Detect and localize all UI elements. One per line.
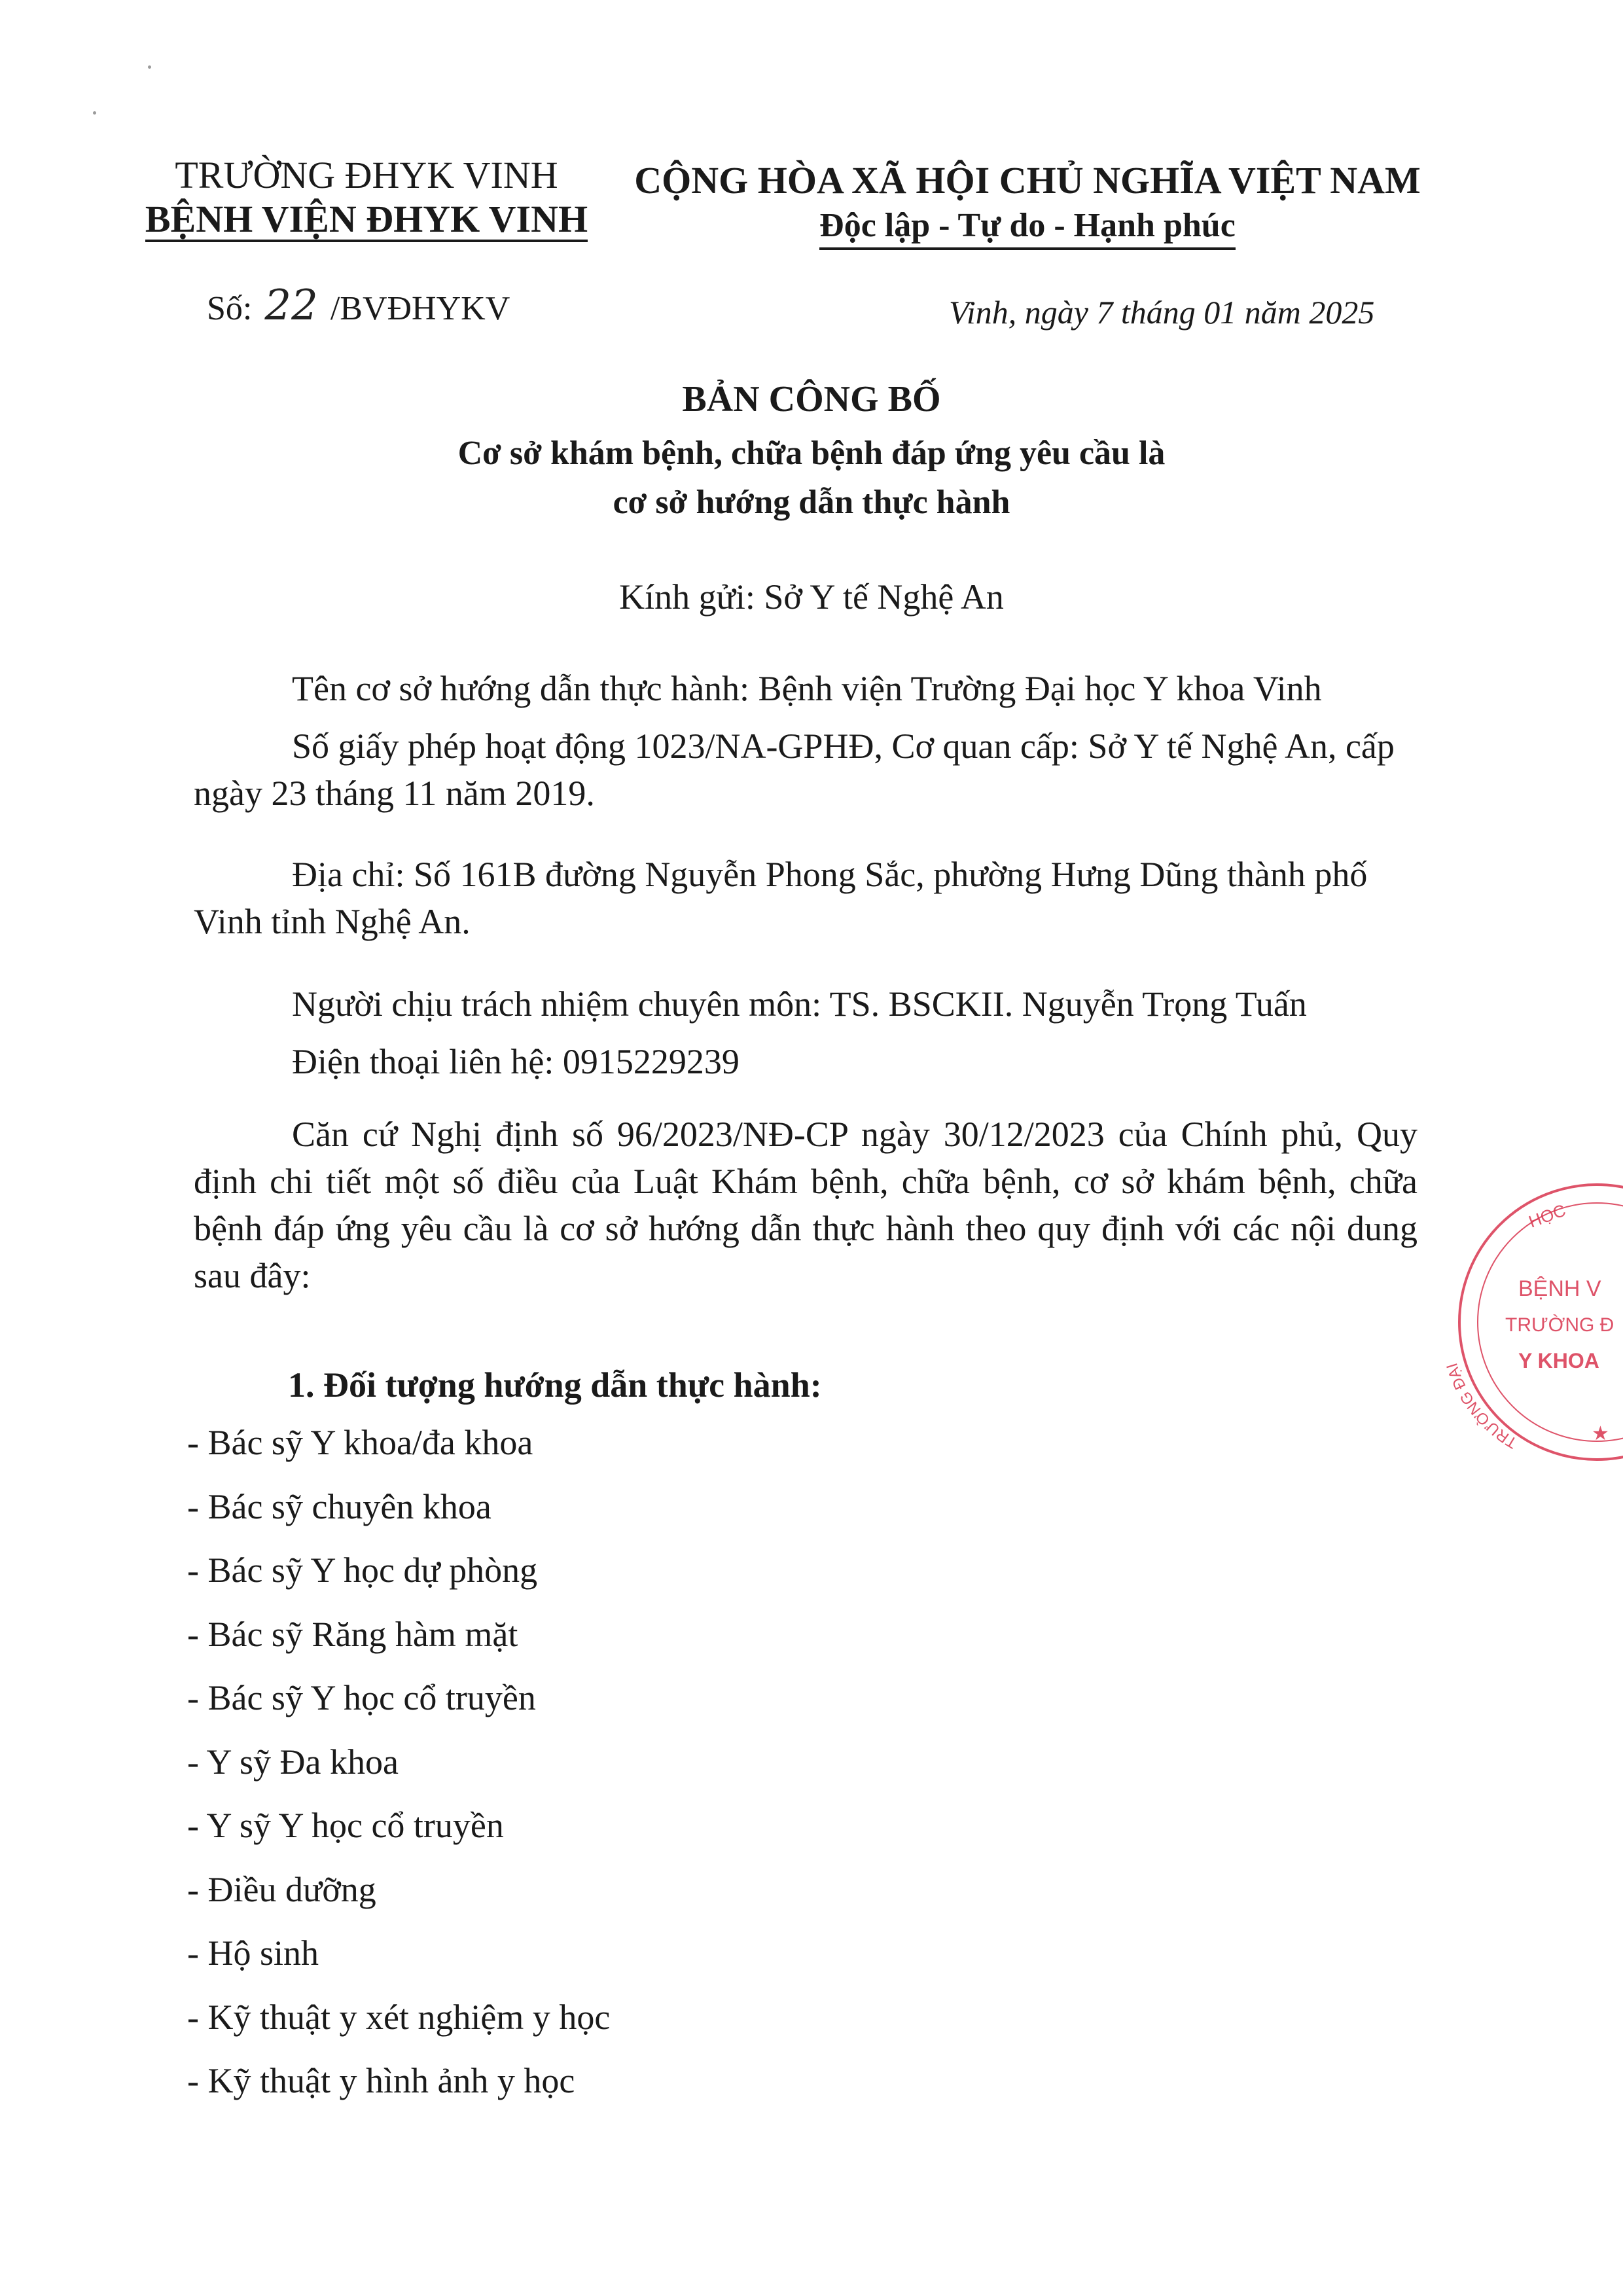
seal-text-top: HỌC bbox=[1525, 1200, 1569, 1232]
list-item: - Hộ sinh bbox=[187, 1933, 319, 1973]
national-title: CỘNG HÒA XÃ HỘI CHỦ NGHĨA VIỆT NAM bbox=[634, 159, 1421, 202]
list-item: - Bác sỹ Y khoa/đa khoa bbox=[187, 1423, 533, 1462]
recipient-line: Kính gửi: Sở Y tế Nghệ An bbox=[619, 577, 1004, 617]
document-number-suffix: /BVĐHYKV bbox=[330, 290, 510, 327]
list-item: - Bác sỹ chuyên khoa bbox=[187, 1486, 491, 1526]
national-header bbox=[602, 157, 1453, 250]
document-number bbox=[207, 283, 510, 332]
national-motto: Độc lập - Tự do - Hạnh phúc bbox=[819, 204, 1236, 250]
list-item: - Điều dưỡng bbox=[187, 1869, 376, 1909]
facility-name: Tên cơ sở hướng dẫn thực hành: Bệnh viện Trường Đại học Y khoa Vinh bbox=[292, 669, 1322, 708]
official-seal-graphic bbox=[1420, 1165, 1623, 1466]
list-item: - Y sỹ Đa khoa bbox=[187, 1742, 399, 1782]
list-item: - Bác sỹ Y học cổ truyền bbox=[187, 1678, 536, 1717]
scan-speck bbox=[148, 65, 151, 69]
document-number-handwritten: 22 bbox=[264, 281, 318, 330]
seal-text-arc bbox=[1443, 1361, 1520, 1452]
section-heading: 1. Đối tượng hướng dẫn thực hành: bbox=[288, 1365, 822, 1405]
list-item: - Bác sỹ Y học dự phòng bbox=[187, 1551, 538, 1590]
scan-speck bbox=[93, 111, 96, 115]
seal-text-arc-path: TRƯỜNG ĐẠI bbox=[1443, 1361, 1521, 1452]
seal-text-mid2: TRƯỜNG Đ bbox=[1505, 1314, 1614, 1336]
seal-star-icon: ★ bbox=[1592, 1423, 1609, 1444]
list-item: - Bác sỹ Răng hàm mặt bbox=[187, 1614, 518, 1654]
list-item: - Kỹ thuật y hình ảnh y học bbox=[187, 2061, 575, 2100]
official-seal bbox=[1420, 1165, 1623, 1466]
responsible-person: Người chịu trách nhiệm chuyên môn: TS. BSCKII. Nguyễn Trọng Tuấn bbox=[292, 984, 1307, 1024]
document-number-prefix: Số: bbox=[207, 290, 253, 327]
legal-basis: Căn cứ Nghị định số 96/2023/NĐ-CP ngày 30/12/2023 của Chính phủ, Quy định chi tiết một số điều của Luật Khám bệnh, chữa bệnh, cơ sở khám bệnh, chữa bệnh đáp ứng yêu cầu là cơ sở hướng dẫn thực hành theo quy định với các nội dung sau đây: bbox=[194, 1115, 1418, 1295]
seal-text-mid3: Y KHOA bbox=[1518, 1349, 1599, 1372]
issuer-university: TRƯỜNG ĐHYK VINH bbox=[175, 154, 558, 196]
trainee-list bbox=[187, 1419, 610, 2121]
list-item: - Kỹ thuật y xét nghiệm y học bbox=[187, 1997, 611, 2037]
facility-address: Địa chỉ: Số 161B đường Nguyễn Phong Sắc, phường Hưng Dũng thành phố Vinh tỉnh Nghệ An. bbox=[194, 855, 1368, 941]
document-title: BẢN CÔNG BỐ bbox=[682, 379, 941, 420]
issuer-header bbox=[131, 152, 602, 242]
contact-phone: Điện thoại liên hệ: 0915229239 bbox=[292, 1042, 740, 1081]
issuer-hospital: BỆNH VIỆN ĐHYK VINH bbox=[145, 199, 588, 242]
document-subtitle-line2: cơ sở hướng dẫn thực hành bbox=[613, 484, 1010, 521]
list-item: - Y sỹ Y học cổ truyền bbox=[187, 1806, 504, 1845]
document-subtitle-line1: Cơ sở khám bệnh, chữa bệnh đáp ứng yêu cầu là bbox=[457, 435, 1166, 472]
issue-date: Vinh, ngày 7 tháng 01 năm 2025 bbox=[949, 294, 1375, 331]
seal-text-mid1: BỆNH V bbox=[1518, 1276, 1601, 1301]
license-info: Số giấy phép hoạt động 1023/NA-GPHĐ, Cơ quan cấp: Sở Y tế Nghệ An, cấp ngày 23 tháng 11 năm 2019. bbox=[194, 726, 1395, 813]
